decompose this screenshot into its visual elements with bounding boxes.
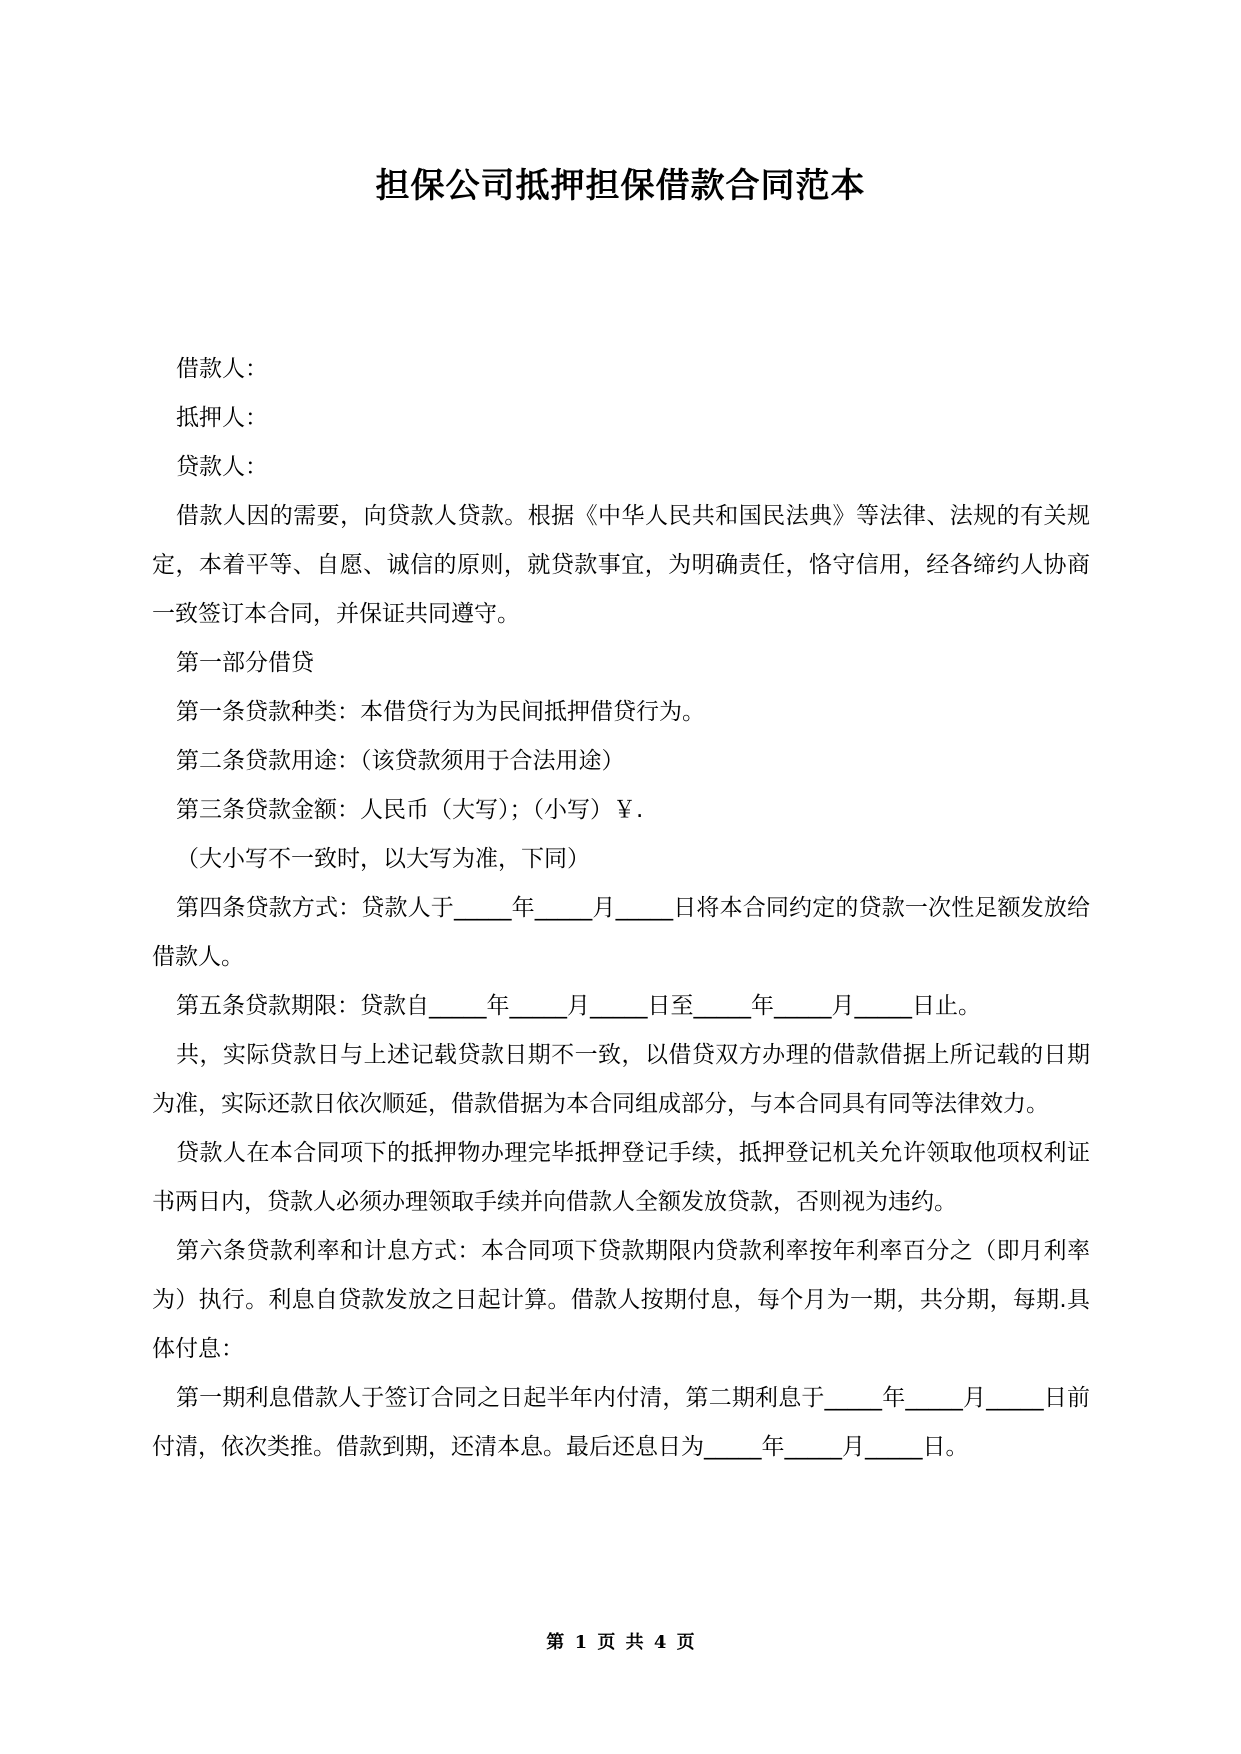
paragraph-borrower: 借款人： bbox=[176, 356, 268, 382]
clause-5: 第五条贷款期限：贷款自_____年_____月_____日至_____年_____月_____日止。 bbox=[176, 993, 981, 1019]
section-heading: 第一部分借贷 bbox=[176, 650, 314, 676]
clause-5-disbursement: 贷款人在本合同项下的抵押物办理完毕抵押登记手续，抵押登记机关允许领取他项权利证书两日内，贷款人必须办理领取手续并向借款人全额发放贷款，否则视为违约。 bbox=[152, 1140, 1090, 1215]
page-indicator: 第 1 页 共 4 页 bbox=[546, 1632, 695, 1653]
document-title: 担保公司抵押担保借款合同范本 bbox=[375, 166, 866, 206]
clause-2: 第二条贷款用途：（该贷款须用于合法用途） bbox=[176, 748, 625, 774]
clause-5-note: 共，实际贷款日与上述记载贷款日期不一致，以借贷双方办理的借款借据上所记载的日期为准，实际还款日依次顺延，借款借据为本合同组成部分，与本合同具有同等法律效力。 bbox=[152, 1042, 1090, 1117]
clause-3-note: （大小写不一致时，以大写为准，下同） bbox=[176, 846, 590, 872]
clause-6: 第六条贷款利率和计息方式：本合同项下贷款期限内贷款利率按年利率百分之（即月利率为）执行。利息自贷款发放之日起计算。借款人按期付息，每个月为一期，共分期，每期.具体付息： bbox=[152, 1238, 1090, 1362]
document-body bbox=[152, 345, 1090, 1472]
paragraph-lender: 贷款人： bbox=[176, 454, 268, 480]
clause-3: 第三条贷款金额：人民币（大写）；（小写）￥. bbox=[176, 797, 644, 823]
clause-4: 第四条贷款方式：贷款人于_____年_____月_____日将本合同约定的贷款一次性足额发放给借款人。 bbox=[152, 895, 1090, 970]
paragraph-preamble: 借款人因的需要，向贷款人贷款。根据《中华人民共和国民法典》等法律、法规的有关规定，本着平等、自愿、诚信的原则，就贷款事宜，为明确责任，恪守信用，经各缔约人协商一致签订本合同，并保证共同遵守。 bbox=[152, 503, 1090, 627]
clause-1: 第一条贷款种类：本借贷行为为民间抵押借贷行为。 bbox=[176, 699, 705, 725]
clause-6-payment-schedule: 第一期利息借款人于签订合同之日起半年内付清，第二期利息于_____年_____月_____日前付清，依次类推。借款到期，还清本息。最后还息日为_____年_____月_____日。 bbox=[152, 1385, 1090, 1460]
paragraph-mortgagor: 抵押人： bbox=[176, 405, 268, 431]
